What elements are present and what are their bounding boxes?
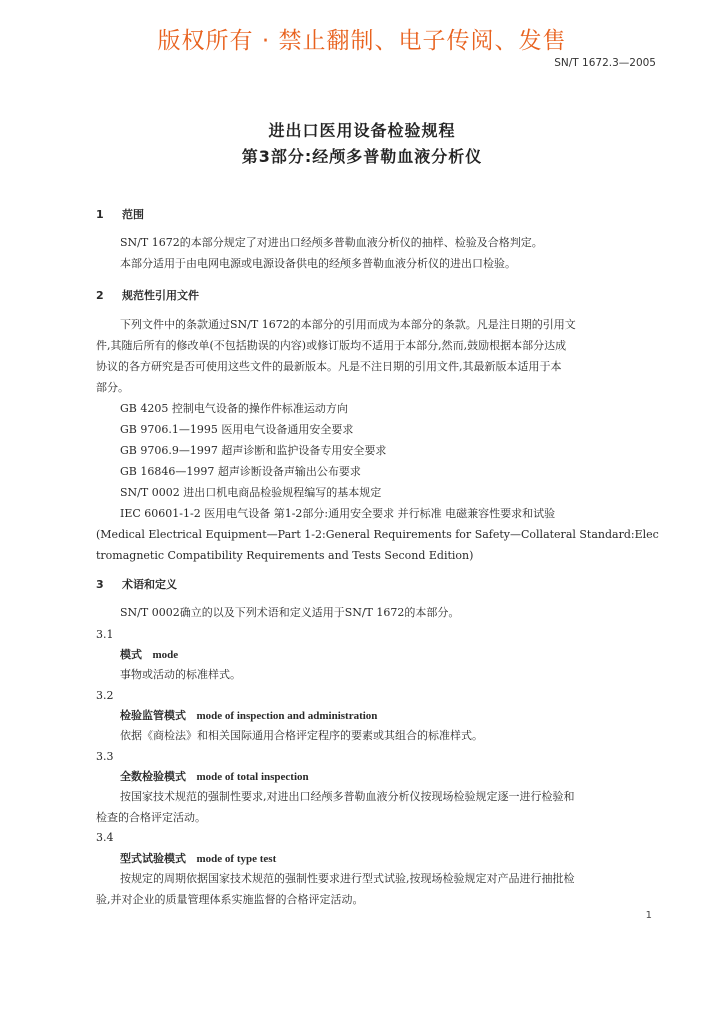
term-zh: 模式 bbox=[120, 648, 142, 661]
reference-item: GB 9706.1—1995 医用电气设备通用安全要求 bbox=[120, 423, 354, 436]
term-zh: 全数检验模式 bbox=[120, 770, 186, 783]
reference-item: IEC 60601-1-2 医用电气设备 第1-2部分:通用安全要求 并行标准 电磁兼容性要求和试验 bbox=[120, 507, 556, 520]
term-en: mode bbox=[152, 649, 179, 661]
term-zh: 检验监管模式 bbox=[120, 709, 186, 722]
section-heading-normative-references bbox=[96, 289, 199, 303]
section-heading-scope bbox=[96, 208, 144, 222]
term-definition: 按国家技术规范的强制性要求,对进出口经颅多普勒血液分析仪按现场检验规定逐一进行检验和 bbox=[120, 790, 575, 803]
term-heading bbox=[120, 770, 309, 784]
paragraph-line: 件,其随后所有的修改单(不包括勘误的内容)或修订版均不适用于本部分,然而,鼓励根据本部分达成 bbox=[96, 339, 567, 352]
document-subtitle: 第3部分:经颅多普勒血液分析仪 bbox=[241, 147, 483, 166]
term-heading bbox=[120, 648, 178, 662]
term-number: 3.2 bbox=[96, 689, 114, 702]
term-definition: 按规定的周期依据国家技术规范的强制性要求进行型式试验,按现场检验规定对产品进行抽批检 bbox=[120, 872, 575, 885]
reference-item-continuation: (Medical Electrical Equipment—Part 1-2:General Requirements for Safety—Collateral Standard:Elec bbox=[96, 528, 659, 541]
term-number: 3.4 bbox=[96, 831, 114, 844]
term-heading bbox=[120, 709, 377, 723]
section-title: 规范性引用文件 bbox=[122, 289, 199, 302]
standard-code: SN/T 1672.3—2005 bbox=[554, 57, 656, 69]
page-number: 1 bbox=[645, 910, 652, 921]
reference-item: GB 16846—1997 超声诊断设备声输出公布要求 bbox=[120, 465, 361, 478]
term-number: 3.3 bbox=[96, 750, 114, 763]
section-number: 3 bbox=[96, 578, 104, 591]
term-zh: 型式试验模式 bbox=[120, 852, 186, 865]
term-heading bbox=[120, 852, 276, 866]
paragraph: SN/T 0002确立的以及下列术语和定义适用于SN/T 1672的本部分。 bbox=[120, 606, 460, 619]
reference-item: GB 4205 控制电气设备的操作件标准运动方向 bbox=[120, 402, 348, 415]
paragraph: SN/T 1672的本部分规定了对进出口经颅多普勒血液分析仪的抽样、检验及合格判定。 bbox=[120, 236, 543, 249]
paragraph-line: 下列文件中的条款通过SN/T 1672的本部分的引用而成为本部分的条款。凡是注日期的引用文 bbox=[120, 318, 576, 331]
reference-item: GB 9706.9—1997 超声诊断和监护设备专用安全要求 bbox=[120, 444, 387, 457]
section-number: 1 bbox=[96, 208, 104, 221]
term-definition-continuation: 检查的合格评定活动。 bbox=[96, 811, 206, 824]
term-number: 3.1 bbox=[96, 628, 114, 641]
section-heading-terms bbox=[96, 578, 177, 592]
section-number: 2 bbox=[96, 289, 104, 302]
term-en: mode of total inspection bbox=[196, 771, 309, 783]
paragraph: 本部分适用于由电网电源或电源设备供电的经颅多普勒血液分析仪的进出口检验。 bbox=[120, 257, 516, 270]
section-title: 术语和定义 bbox=[122, 578, 177, 591]
document-title: 进出口医用设备检验规程 bbox=[268, 121, 456, 140]
reference-item: SN/T 0002 进出口机电商品检验规程编写的基本规定 bbox=[120, 486, 382, 499]
term-definition: 依据《商检法》和相关国际通用合格评定程序的要素或其组合的标准样式。 bbox=[120, 729, 483, 742]
paragraph-line: 协议的各方研究是否可使用这些文件的最新版本。凡是不注日期的引用文件,其最新版本适用于本 bbox=[96, 360, 562, 373]
term-definition-continuation: 验,并对企业的质量管理体系实施监督的合格评定活动。 bbox=[96, 893, 364, 906]
term-en: mode of inspection and administration bbox=[196, 710, 378, 722]
reference-item-continuation: tromagnetic Compatibility Requirements and Tests Second Edition) bbox=[96, 549, 474, 562]
section-title: 范围 bbox=[122, 208, 144, 221]
term-en: mode of type test bbox=[196, 853, 277, 865]
watermark: 版权所有 · 禁止翻制、电子传阅、发售 bbox=[157, 28, 567, 54]
paragraph-line: 部分。 bbox=[96, 381, 129, 394]
term-definition: 事物或活动的标准样式。 bbox=[120, 668, 241, 681]
